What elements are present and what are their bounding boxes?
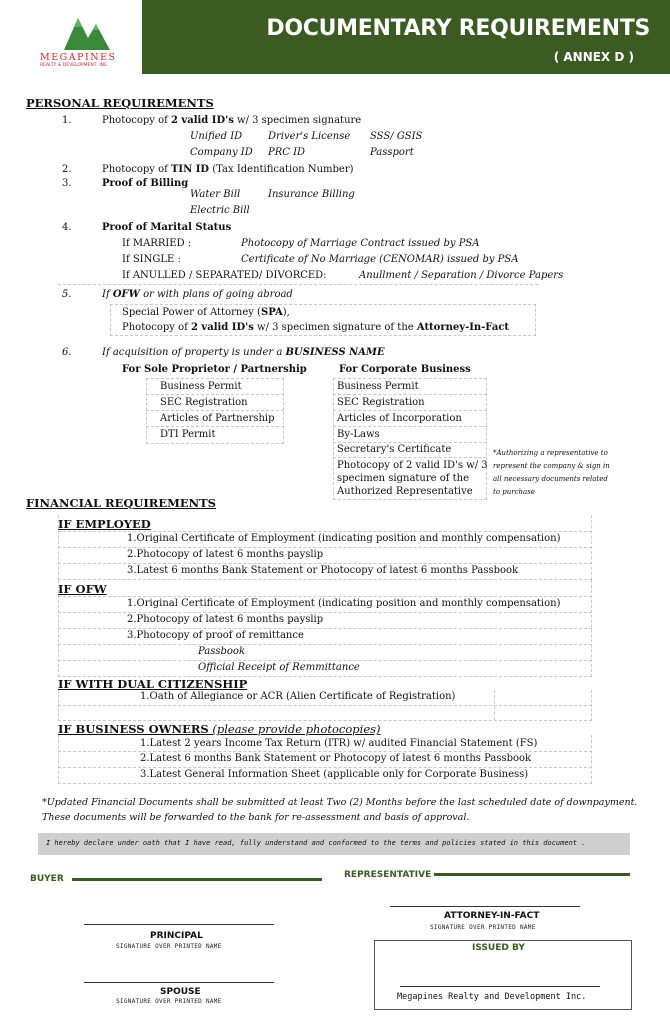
- spa-id-line: Photocopy of 2 valid ID's w/ 3 specimen signature of the Attorney-In-Fact: [122, 322, 510, 333]
- ofw-req: 3.Photocopy of proof of remittance: [127, 630, 304, 641]
- item1-text: Photocopy of 2 valid ID's w/ 3 specimen signature: [102, 115, 362, 126]
- principal-signature-line: [84, 924, 274, 925]
- employed-req: 3.Latest 6 months Bank Statement or Photocopy of latest 6 months Passbook: [127, 565, 519, 576]
- signature-caption: SIGNATURE OVER PRINTED NAME: [116, 943, 222, 950]
- sole-doc: DTI Permit: [160, 429, 216, 440]
- business-req: 1.Latest 2 years Income Tax Return (ITR) w/ audited Financial Statement (FS): [140, 738, 538, 749]
- representative-label: REPRESENTATIVE: [344, 870, 432, 880]
- if-dual-citizenship-heading: IF WITH DUAL CITIZENSHIP: [58, 677, 248, 691]
- financial-requirements-heading: FINANCIAL REQUIREMENTS: [26, 496, 216, 510]
- item-number: 6.: [62, 347, 72, 358]
- signature-caption: SIGNATURE OVER PRINTED NAME: [116, 998, 222, 1005]
- spouse-signature-line: [84, 982, 274, 983]
- ofw-req: 1.Original Certificate of Employment (indicating position and monthly compensation): [127, 598, 561, 609]
- id-option: SSS/ GSIS: [370, 131, 423, 142]
- corp-doc: Articles of Incorporation: [337, 413, 462, 424]
- marital-key: If ANULLED / SEPARATED/ DIVORCED:: [122, 270, 327, 281]
- logo: [0, 0, 142, 74]
- issued-by-label: ISSUED BY: [472, 943, 525, 953]
- personal-requirements-heading: PERSONAL REQUIREMENTS: [26, 96, 214, 110]
- corp-doc: Photocopy of 2 valid ID's w/ 3: [337, 460, 488, 471]
- marital-value: Certificate of No Marriage (CENOMAR) issued by PSA: [241, 254, 519, 265]
- item3-label: Proof of Billing: [102, 178, 189, 189]
- sole-doc: SEC Registration: [160, 397, 248, 408]
- financial-note: These documents will be forwarded to the bank for re-assessment and basis of approval.: [42, 812, 470, 823]
- header: [0, 0, 670, 74]
- sole-proprietor-title: For Sole Proprietor / Partnership: [122, 364, 307, 375]
- marital-key: If SINGLE :: [122, 254, 181, 265]
- item-number: 5.: [62, 289, 72, 300]
- page-title: DOCUMENTARY REQUIREMENTS: [266, 16, 650, 41]
- buyer-label: BUYER: [30, 874, 64, 884]
- corp-doc: Authorized Representative: [337, 486, 473, 497]
- id-option: Passport: [370, 147, 414, 158]
- employed-req: 1.Original Certificate of Employment (indicating position and monthly compensation): [127, 533, 561, 544]
- authorization-note: *Authorizing a representative to: [493, 449, 608, 457]
- corp-doc: SEC Registration: [337, 397, 425, 408]
- corp-doc: By-Laws: [337, 429, 380, 440]
- spouse-label: SPOUSE: [160, 987, 201, 997]
- authorization-note: represent the company & sign in: [493, 462, 610, 470]
- id-option: Driver's License: [268, 131, 351, 142]
- logo-subtitle: REALTY & DEVELOPMENT, INC.: [40, 63, 109, 68]
- billing-option: Insurance Billing: [268, 189, 355, 200]
- remittance-option: Passbook: [198, 646, 246, 657]
- id-option: PRC ID: [268, 147, 306, 158]
- attorney-in-fact-label: ATTORNEY-IN-FACT: [444, 911, 540, 921]
- divider: [58, 284, 538, 285]
- item-number: 1.: [62, 115, 72, 126]
- corp-doc: specimen signature of the: [337, 473, 470, 484]
- annex-label: ( ANNEX D ): [553, 50, 634, 64]
- marital-value: Anullment / Separation / Divorce Papers: [359, 270, 564, 281]
- corp-doc: Secretary's Certificate: [337, 444, 452, 455]
- item6-text: If acquisition of property is under a BUSINESS NAME: [102, 347, 385, 358]
- authorization-note: to purchase: [493, 488, 535, 496]
- item4-label: Proof of Marital Status: [102, 222, 232, 233]
- authorization-note: all necessary documents related: [493, 475, 608, 483]
- id-option: Company ID: [190, 147, 253, 158]
- logo-wordmark: MEGAPINES: [40, 52, 117, 63]
- issued-by-line: [400, 986, 600, 987]
- if-ofw-heading: IF OFW: [58, 582, 107, 596]
- mountain-logo-icon: [64, 12, 110, 50]
- buyer-rule: [72, 878, 322, 881]
- dual-req: 1.Oath of Allegiance or ACR (Alien Certificate of Registration): [140, 691, 456, 702]
- corporate-title: For Corporate Business: [339, 364, 471, 375]
- billing-option: Water Bill: [190, 189, 241, 200]
- billing-option: Electric Bill: [190, 205, 250, 216]
- ofw-req: 2.Photocopy of latest 6 months payslip: [127, 614, 324, 625]
- declaration-text: I hereby declare under oath that I have read, fully understand and conformed to the terms and policies stated in this document .: [46, 839, 586, 847]
- marital-key: If MARRIED :: [122, 238, 192, 249]
- business-req: 2.Latest 6 months Bank Statement or Photocopy of latest 6 months Passbook: [140, 753, 532, 764]
- business-req: 3.Latest General Information Sheet (applicable only for Corporate Business): [140, 769, 529, 780]
- representative-rule: [434, 873, 630, 876]
- item5-text: If OFW or with plans of going abroad: [102, 289, 293, 300]
- spa-line: Special Power of Attorney (SPA),: [122, 307, 290, 318]
- signature-caption: SIGNATURE OVER PRINTED NAME: [430, 924, 536, 931]
- remittance-option: Official Receipt of Remmittance: [198, 662, 360, 673]
- id-option: Unified ID: [190, 131, 243, 142]
- sole-doc: Business Permit: [160, 381, 242, 392]
- if-employed-heading: IF EMPLOYED: [58, 517, 151, 531]
- title-banner: [142, 0, 670, 74]
- item2-text: Photocopy of TIN ID (Tax Identification Number): [102, 164, 354, 175]
- if-business-owners-heading: IF BUSINESS OWNERS (please provide photocopies): [58, 722, 381, 736]
- employed-req: 2.Photocopy of latest 6 months payslip: [127, 549, 324, 560]
- attorney-signature-line: [390, 906, 580, 907]
- item-number: 3.: [62, 178, 72, 189]
- corp-doc: Business Permit: [337, 381, 419, 392]
- company-name: Megapines Realty and Development Inc.: [397, 992, 587, 1002]
- item-number: 2.: [62, 164, 72, 175]
- item-number: 4.: [62, 222, 72, 233]
- principal-label: PRINCIPAL: [150, 931, 203, 941]
- marital-value: Photocopy of Marriage Contract issued by PSA: [241, 238, 480, 249]
- financial-note: *Updated Financial Documents shall be submitted at least Two (2) Months before the last scheduled date of downpayment.: [42, 797, 638, 808]
- sole-doc: Articles of Partnership: [160, 413, 275, 424]
